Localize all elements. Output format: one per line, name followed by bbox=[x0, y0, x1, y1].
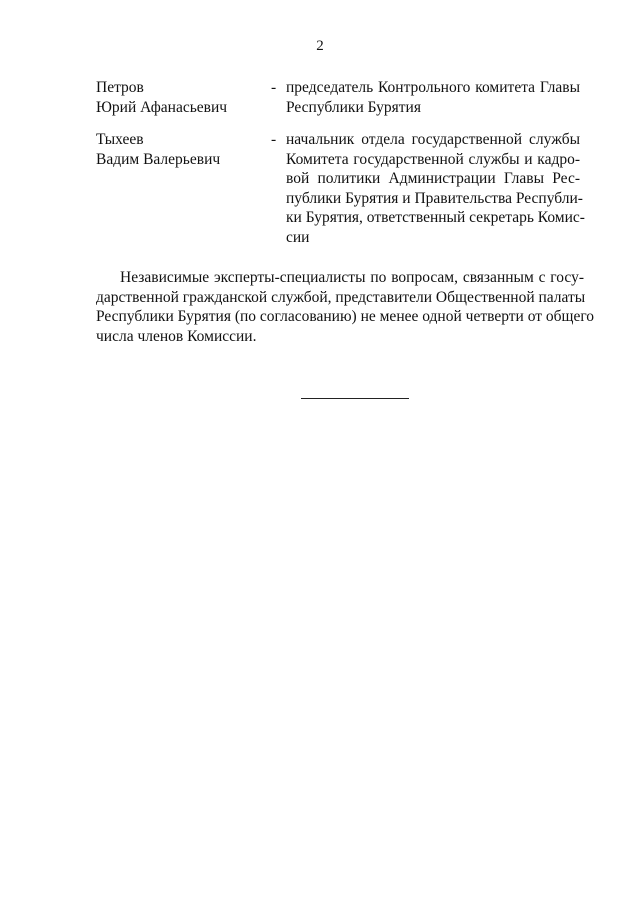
member-name bbox=[96, 78, 266, 117]
member-surname: Тыхеев bbox=[96, 131, 144, 148]
page-number: 2 bbox=[316, 38, 324, 54]
end-separator-line bbox=[301, 398, 409, 399]
member-surname: Петров bbox=[96, 79, 144, 96]
member-role bbox=[286, 130, 585, 247]
member-given-names: Вадим Валерьевич bbox=[96, 150, 221, 168]
member-role bbox=[286, 78, 580, 117]
paragraph-line: Независимые эксперты-специалисты по вопросам, связанным с госу- bbox=[120, 269, 584, 286]
member-role-line: Республики Бурятия bbox=[286, 98, 421, 116]
member-role-line: ки Бурятия, ответственный секретарь Комис- bbox=[286, 209, 585, 226]
member-role-line: сии bbox=[286, 228, 310, 246]
member-role-line: публики Бурятия и Правительства Республи- bbox=[286, 189, 583, 207]
member-role-line: вой политики Администрации Главы Рес- bbox=[286, 170, 580, 187]
experts-note-paragraph bbox=[96, 268, 595, 346]
member-given-names: Юрий Афанасьевич bbox=[96, 98, 228, 116]
paragraph-line: числа членов Комиссии. bbox=[96, 327, 257, 345]
member-role-line: начальник отдела государственной службы bbox=[286, 131, 580, 148]
paragraph-line: Республики Бурятия (по согласованию) не менее одной четверти от общего bbox=[96, 308, 595, 325]
member-dash: - bbox=[271, 131, 277, 148]
member-role-line: Комитета государственной службы и кадро- bbox=[286, 150, 580, 168]
paragraph-line: дарственной гражданской службой, представители Общественной палаты bbox=[96, 288, 586, 306]
member-dash: - bbox=[271, 79, 277, 96]
member-role-line: председатель Контрольного комитета Главы bbox=[286, 79, 580, 96]
member-name bbox=[96, 130, 266, 169]
